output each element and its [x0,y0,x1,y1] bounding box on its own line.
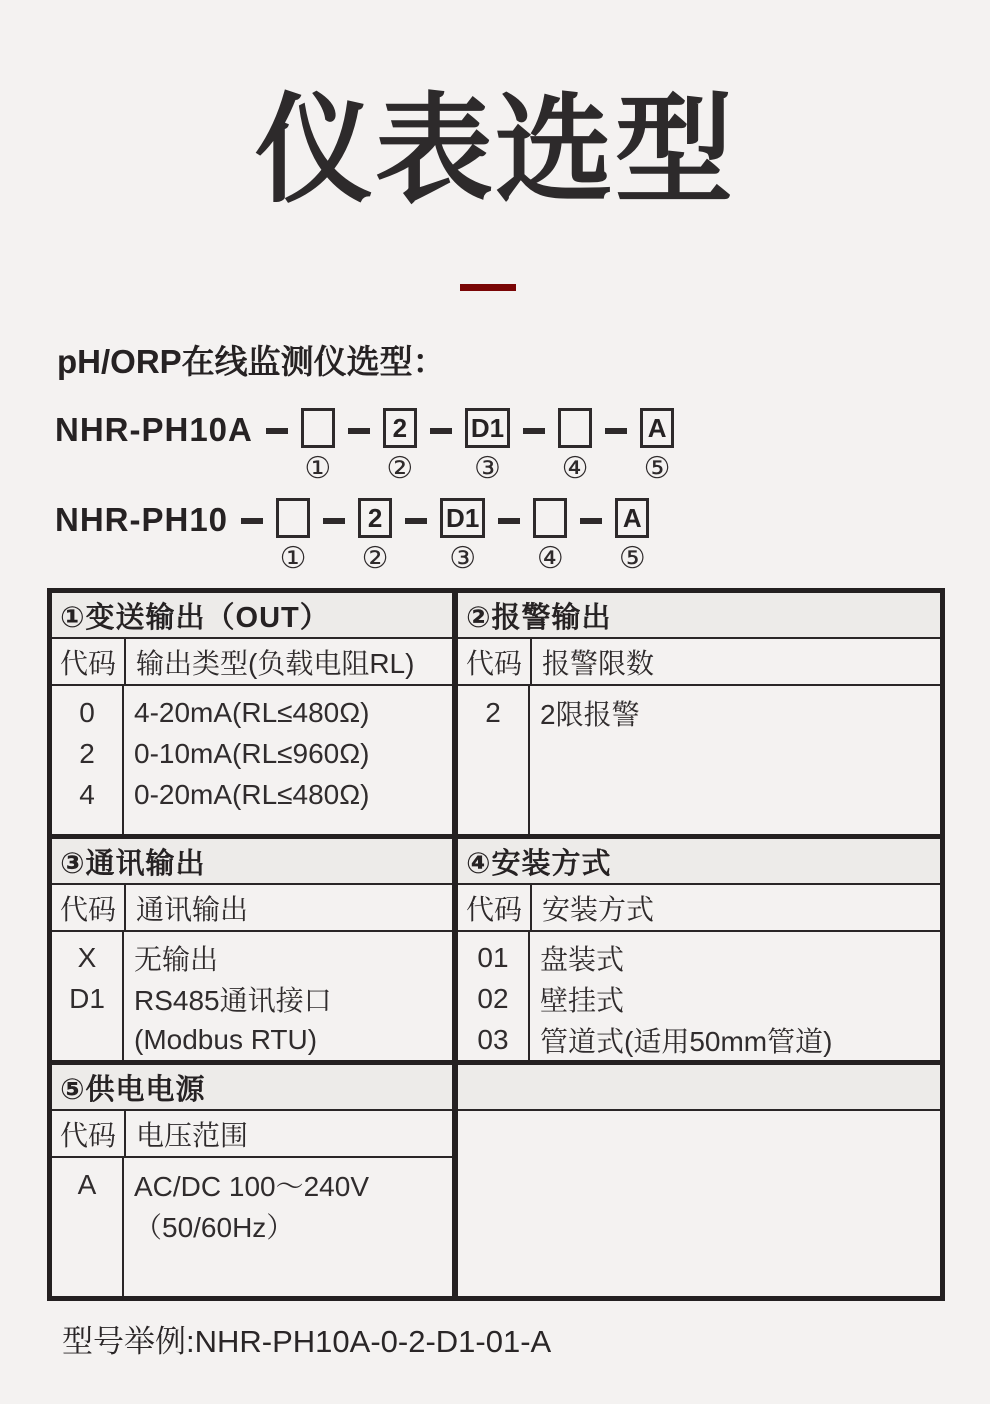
desc-value: 0-10mA(RL≤960Ω) [134,737,370,769]
section-rows [458,932,940,1060]
model-name: NHR-PH10A [55,411,253,448]
dash-connector [605,428,627,434]
dash-connector [523,428,545,434]
dash-connector [430,428,452,434]
model-diagram-nhr-ph10 [55,498,649,574]
circled-number: ④ [536,542,564,575]
code-value: 2 [79,737,95,769]
column-header-row [52,1111,452,1158]
circled-number: ① [304,452,332,485]
code-slot-5 [640,408,674,484]
circled-number: ② [386,452,414,485]
dash-connector [405,518,427,524]
code-slot-2 [383,408,417,484]
desc-column-header: 电压范围 [136,1119,249,1151]
code-box: D1 [440,498,485,538]
code-value: 4 [79,778,95,810]
desc-column-header: 安装方式 [542,893,655,925]
empty-section-cell [458,1065,940,1296]
code-slot-2 [358,498,392,574]
model-example-text: 型号举例:NHR-PH10A-0-2-D1-01-A [62,1324,552,1359]
desc-column-header: 报警限数 [542,647,655,679]
empty-section-header [458,1065,940,1111]
section-power-supply [52,1065,458,1296]
code-box: A [615,498,649,538]
selection-table [47,588,945,1301]
desc-value: RS485通讯接口 [134,985,332,1016]
code-column [52,932,124,1060]
title-divider [460,284,516,291]
model-name: NHR-PH10 [55,501,229,538]
section-transmit-output [52,593,458,834]
column-header-row [52,639,452,686]
section-rows [52,932,452,1060]
code-slot-1 [301,408,335,484]
code-value: X [77,942,97,974]
dash-connector [323,518,345,524]
section-title: ④安装方式 [458,839,940,885]
section-alarm-output [458,593,940,834]
code-column-header: 代码 [52,1111,126,1156]
code-box: 2 [383,408,417,448]
circled-number: ③ [449,542,477,575]
code-value: A [77,1168,97,1200]
code-column [52,1158,124,1296]
circled-number: ⑤ [618,542,646,575]
column-header-row [458,639,940,686]
section-title: ②报警输出 [458,593,940,639]
circled-number: ① [279,542,307,575]
model-diagram-nhr-ph10a [55,408,674,484]
desc-column-header: 输出类型(负载电阻RL) [136,647,415,679]
code-column-header: 代码 [458,639,532,684]
code-value: 01 [477,942,509,974]
section-rows [52,686,452,834]
desc-column [530,686,940,834]
selection-subtitle: pH/ORP在线监测仪选型： [57,343,446,380]
circled-number: ⑤ [643,452,671,485]
code-column-header: 代码 [52,885,126,930]
code-slot-4 [533,498,567,574]
section-title: ⑤供电电源 [52,1065,452,1111]
desc-column-header: 通讯输出 [136,893,249,925]
section-title: ③通讯输出 [52,839,452,885]
code-column-header: 代码 [52,639,126,684]
code-slot-4 [558,408,592,484]
dash-connector [348,428,370,434]
circled-number: ② [361,542,389,575]
code-box [533,498,567,538]
column-header-row [458,885,940,932]
desc-value: 管道式(适用50mm管道) [540,1025,833,1057]
code-value [52,1205,122,1246]
code-value: D1 [69,983,105,1014]
desc-value: 壁挂式 [540,985,625,1016]
desc-column [124,686,452,834]
table-band-1 [52,593,940,834]
code-value [52,1019,122,1060]
desc-column [124,932,452,1060]
code-column [458,932,530,1060]
code-box [276,498,310,538]
circled-number: ③ [474,452,501,485]
desc-value: 无输出 [134,944,219,976]
code-slot-5 [615,498,649,574]
page-title: 仪表选型 [254,85,735,217]
code-column-header: 代码 [458,885,532,930]
desc-value: 2限报警 [540,698,640,730]
desc-value: 盘装式 [540,944,625,976]
code-slot-3 [465,408,510,484]
code-box: 2 [358,498,392,538]
circled-number: ④ [561,452,589,485]
code-slot-1 [276,498,310,574]
dash-connector [241,518,263,524]
code-box [558,408,592,448]
code-box: D1 [465,408,510,448]
code-box [301,408,335,448]
desc-column [124,1158,452,1296]
section-rows [52,1158,452,1296]
code-column [458,686,530,834]
dash-connector [266,428,288,434]
dash-connector [498,518,520,524]
code-column [52,686,124,834]
desc-value: 0-20mA(RL≤480Ω) [134,778,370,810]
table-band-3 [52,1060,940,1296]
table-band-2 [52,834,940,1060]
code-box: A [640,408,674,448]
section-title: ①变送输出（OUT） [52,593,452,639]
column-header-row [52,885,452,932]
desc-value: (Modbus RTU) [134,1023,318,1055]
code-value: 0 [79,696,95,728]
dash-connector [580,518,602,524]
desc-column [530,932,940,1060]
code-value: 02 [477,983,509,1014]
section-rows [458,686,940,834]
code-slot-3 [440,498,485,574]
desc-value: AC/DC 100～240V [134,1170,370,1202]
section-mounting [458,839,940,1060]
desc-value: （50/60Hz） [134,1211,295,1243]
code-value: 2 [485,696,501,728]
section-comm-output [52,839,458,1060]
code-value: 03 [477,1023,509,1055]
desc-value: 4-20mA(RL≤480Ω) [134,696,370,728]
